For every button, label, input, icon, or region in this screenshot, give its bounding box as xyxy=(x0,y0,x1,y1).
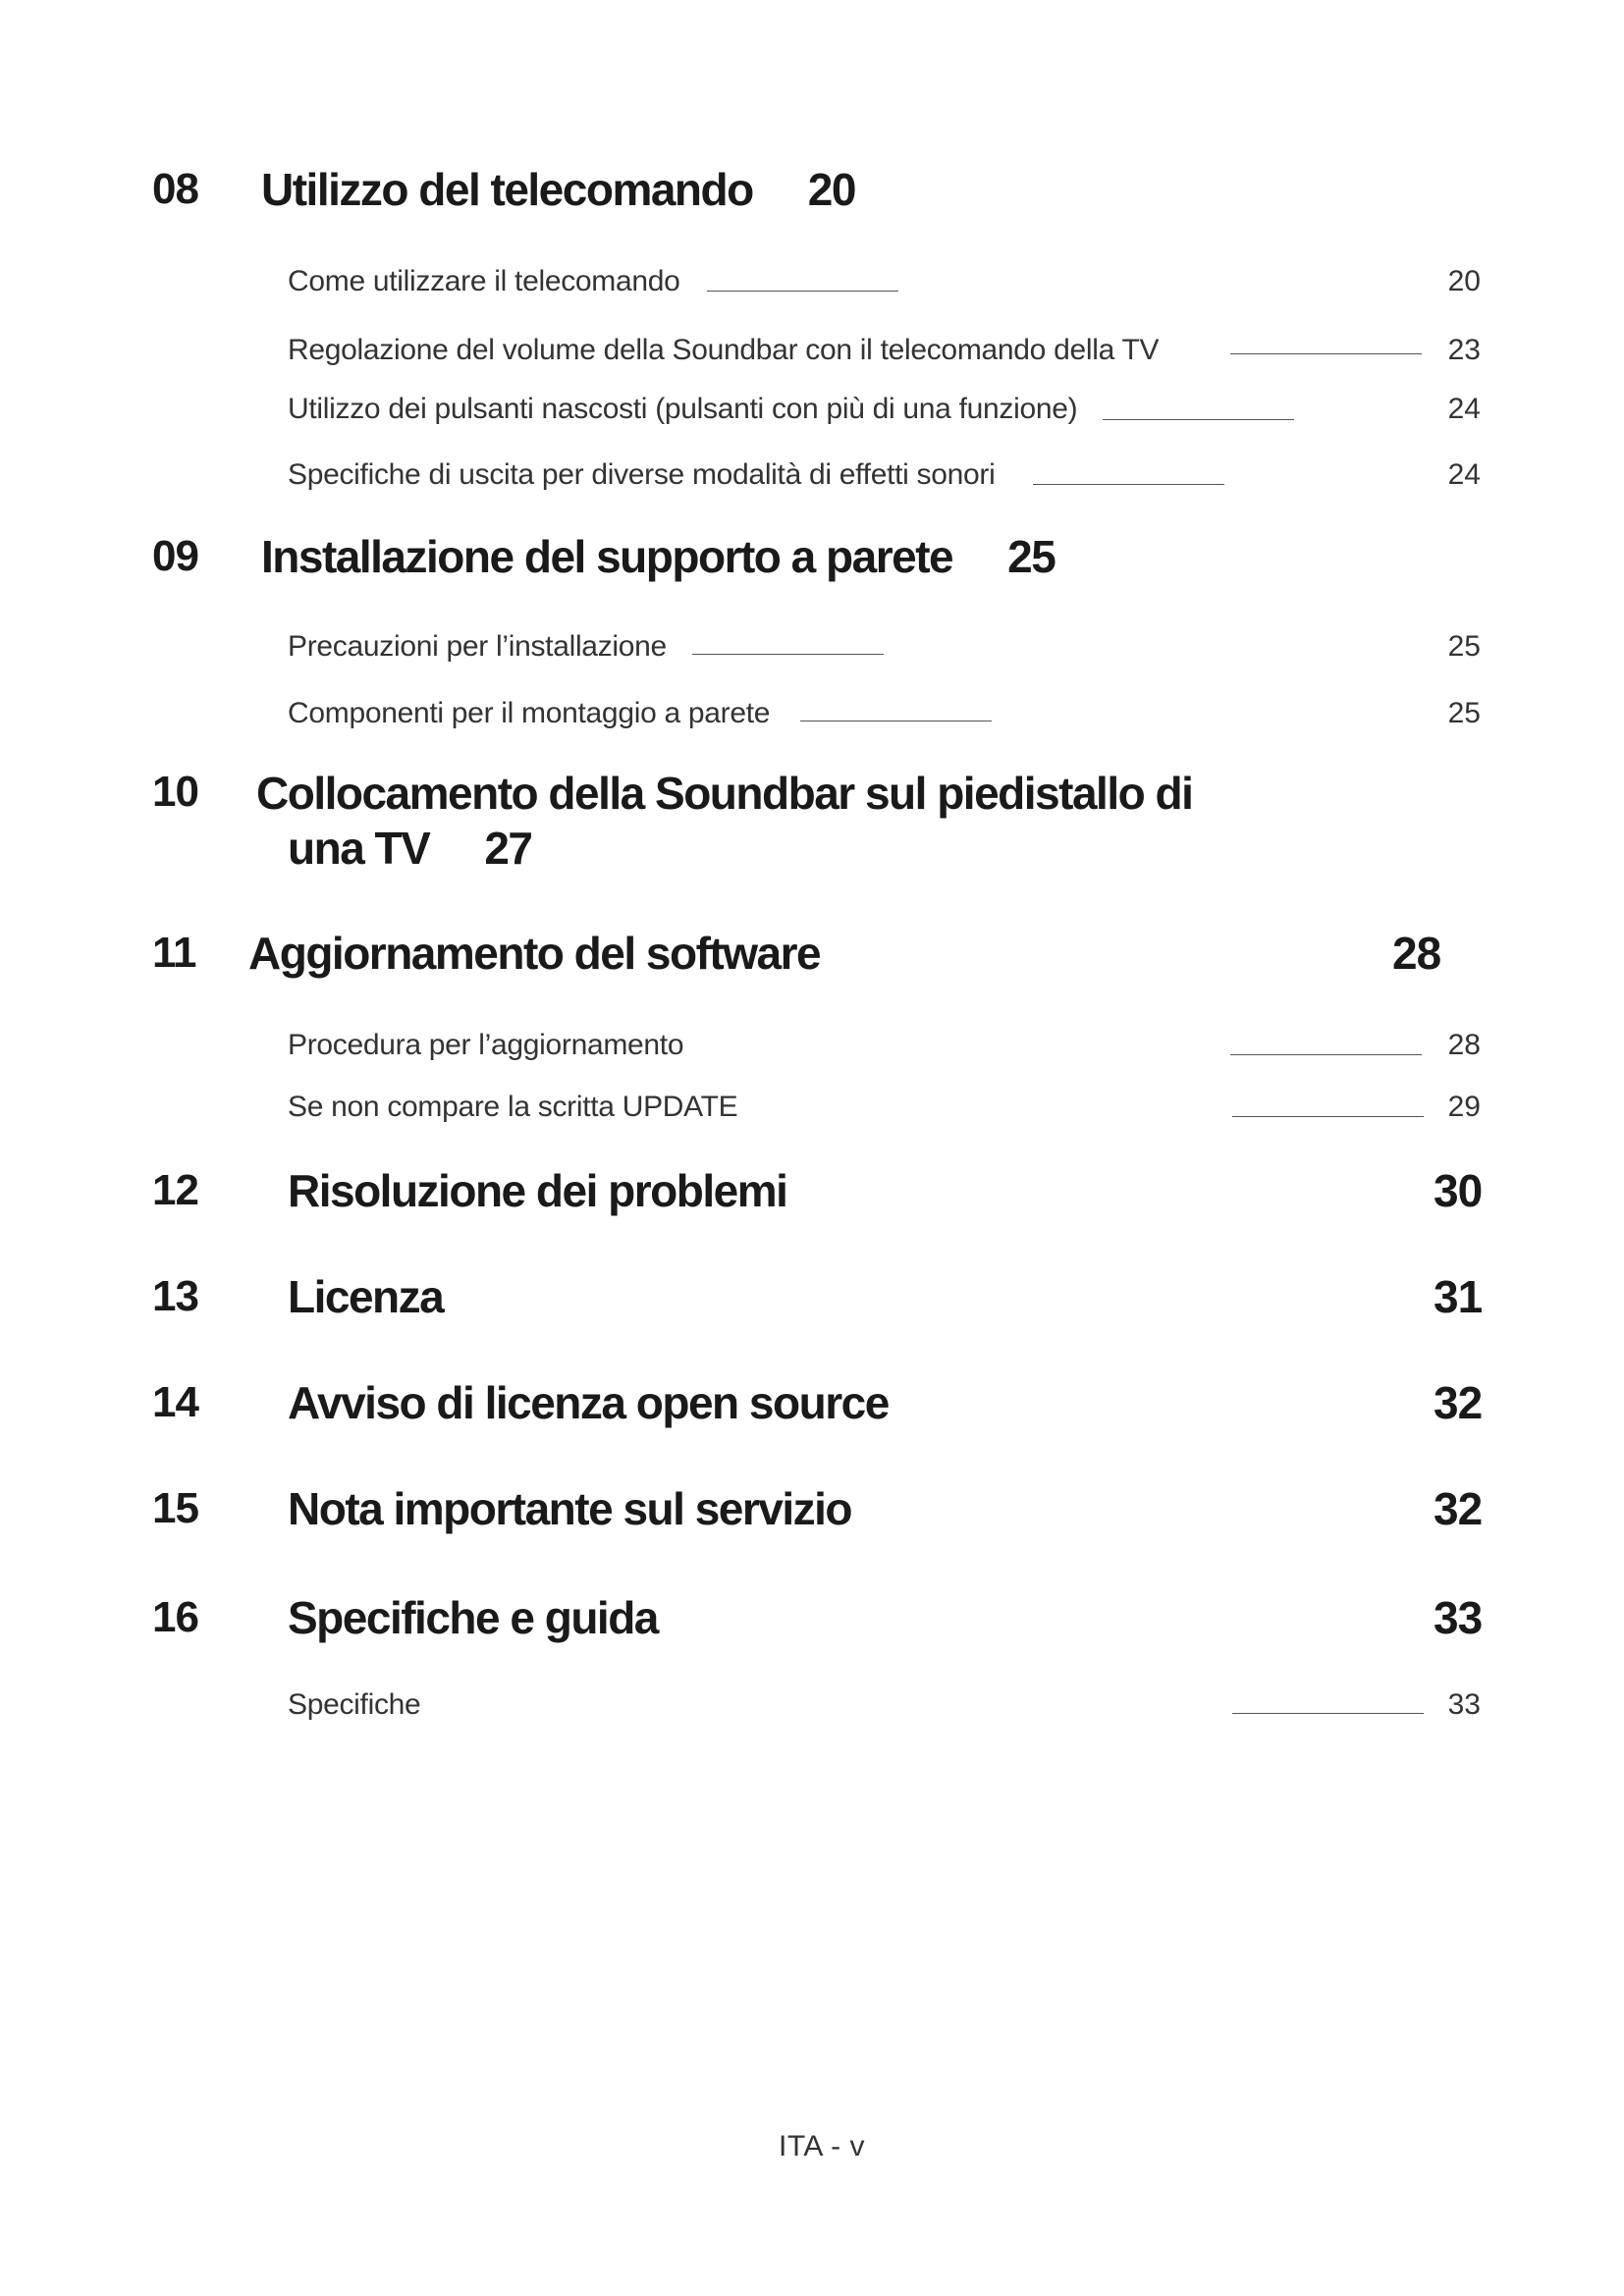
section-number-10: 10 xyxy=(152,768,198,816)
page-footer: ITA - v xyxy=(779,2130,865,2163)
section-title-12[interactable]: Risoluzione dei problemi xyxy=(288,1165,787,1216)
section-number-12: 12 xyxy=(152,1166,198,1214)
toc-item-page: 24 xyxy=(1447,458,1481,491)
toc-item-page: 33 xyxy=(1447,1688,1481,1721)
section-page-14: 32 xyxy=(1434,1377,1483,1428)
section-title-line-2: una TV xyxy=(288,823,430,874)
section-title-14[interactable]: Avviso di licenza open source xyxy=(288,1377,889,1428)
section-title-10[interactable] xyxy=(256,766,1192,876)
section-number-09: 09 xyxy=(152,532,198,580)
toc-item[interactable]: Procedura per l’aggiornamento xyxy=(288,1029,684,1061)
toc-item-page: 23 xyxy=(1447,334,1481,366)
toc-item-page: 25 xyxy=(1447,630,1481,663)
leader-line xyxy=(1232,1713,1424,1714)
toc-item[interactable]: Regolazione del volume della Soundbar con il telecomando della TV xyxy=(288,334,1160,366)
leader-line xyxy=(692,654,884,655)
section-page-13: 31 xyxy=(1434,1271,1483,1322)
toc-item-page: 29 xyxy=(1447,1091,1481,1123)
toc-item[interactable]: Se non compare la scritta UPDATE xyxy=(288,1091,738,1123)
section-number-08: 08 xyxy=(152,165,198,213)
section-page-12: 30 xyxy=(1434,1165,1483,1216)
toc-item[interactable]: Utilizzo dei pulsanti nascosti (pulsanti con più di una funzione) xyxy=(288,393,1078,425)
toc-item-page: 24 xyxy=(1447,393,1481,425)
section-title-15[interactable]: Nota importante sul servizio xyxy=(288,1483,852,1534)
section-title-09[interactable] xyxy=(261,530,1055,583)
section-title-line-1: Collocamento della Soundbar sul piedistallo di xyxy=(256,768,1193,819)
toc-item[interactable]: Come utilizzare il telecomando xyxy=(288,265,680,297)
toc-item[interactable]: Componenti per il montaggio a parete xyxy=(288,697,771,729)
section-title-text: Installazione del supporto a parete xyxy=(261,531,953,582)
section-page-16: 33 xyxy=(1434,1592,1483,1643)
section-number-13: 13 xyxy=(152,1272,198,1320)
section-title-08[interactable] xyxy=(261,163,855,216)
leader-line xyxy=(1230,1054,1422,1055)
toc-item-page: 25 xyxy=(1447,697,1481,729)
section-page-11: 28 xyxy=(1392,928,1441,979)
leader-line xyxy=(707,291,898,292)
section-title-line-2-wrap xyxy=(256,821,1192,876)
leader-line xyxy=(1033,484,1224,485)
section-number-11: 11 xyxy=(152,929,196,977)
section-page: 27 xyxy=(484,823,532,874)
section-number-16: 16 xyxy=(152,1593,198,1641)
section-page-15: 32 xyxy=(1434,1483,1483,1534)
leader-line xyxy=(1103,419,1294,420)
toc-item[interactable]: Specifiche xyxy=(288,1688,421,1721)
leader-line xyxy=(1230,353,1422,354)
section-number-15: 15 xyxy=(152,1484,198,1532)
section-number-14: 14 xyxy=(152,1378,198,1426)
section-page: 20 xyxy=(807,164,855,215)
section-title-16[interactable]: Specifiche e guida xyxy=(288,1592,658,1643)
toc-item[interactable]: Specifiche di uscita per diverse modalità di effetti sonori xyxy=(288,458,996,491)
section-title-text: Utilizzo del telecomando xyxy=(261,164,753,215)
section-page: 25 xyxy=(1007,531,1056,582)
section-title-11[interactable]: Aggiornamento del software xyxy=(248,928,821,979)
section-title-13[interactable]: Licenza xyxy=(288,1271,444,1322)
toc-item-page: 20 xyxy=(1447,265,1481,297)
leader-line xyxy=(1232,1116,1424,1117)
toc-item[interactable]: Precauzioni per l’installazione xyxy=(288,630,667,663)
toc-item-page: 28 xyxy=(1447,1029,1481,1061)
